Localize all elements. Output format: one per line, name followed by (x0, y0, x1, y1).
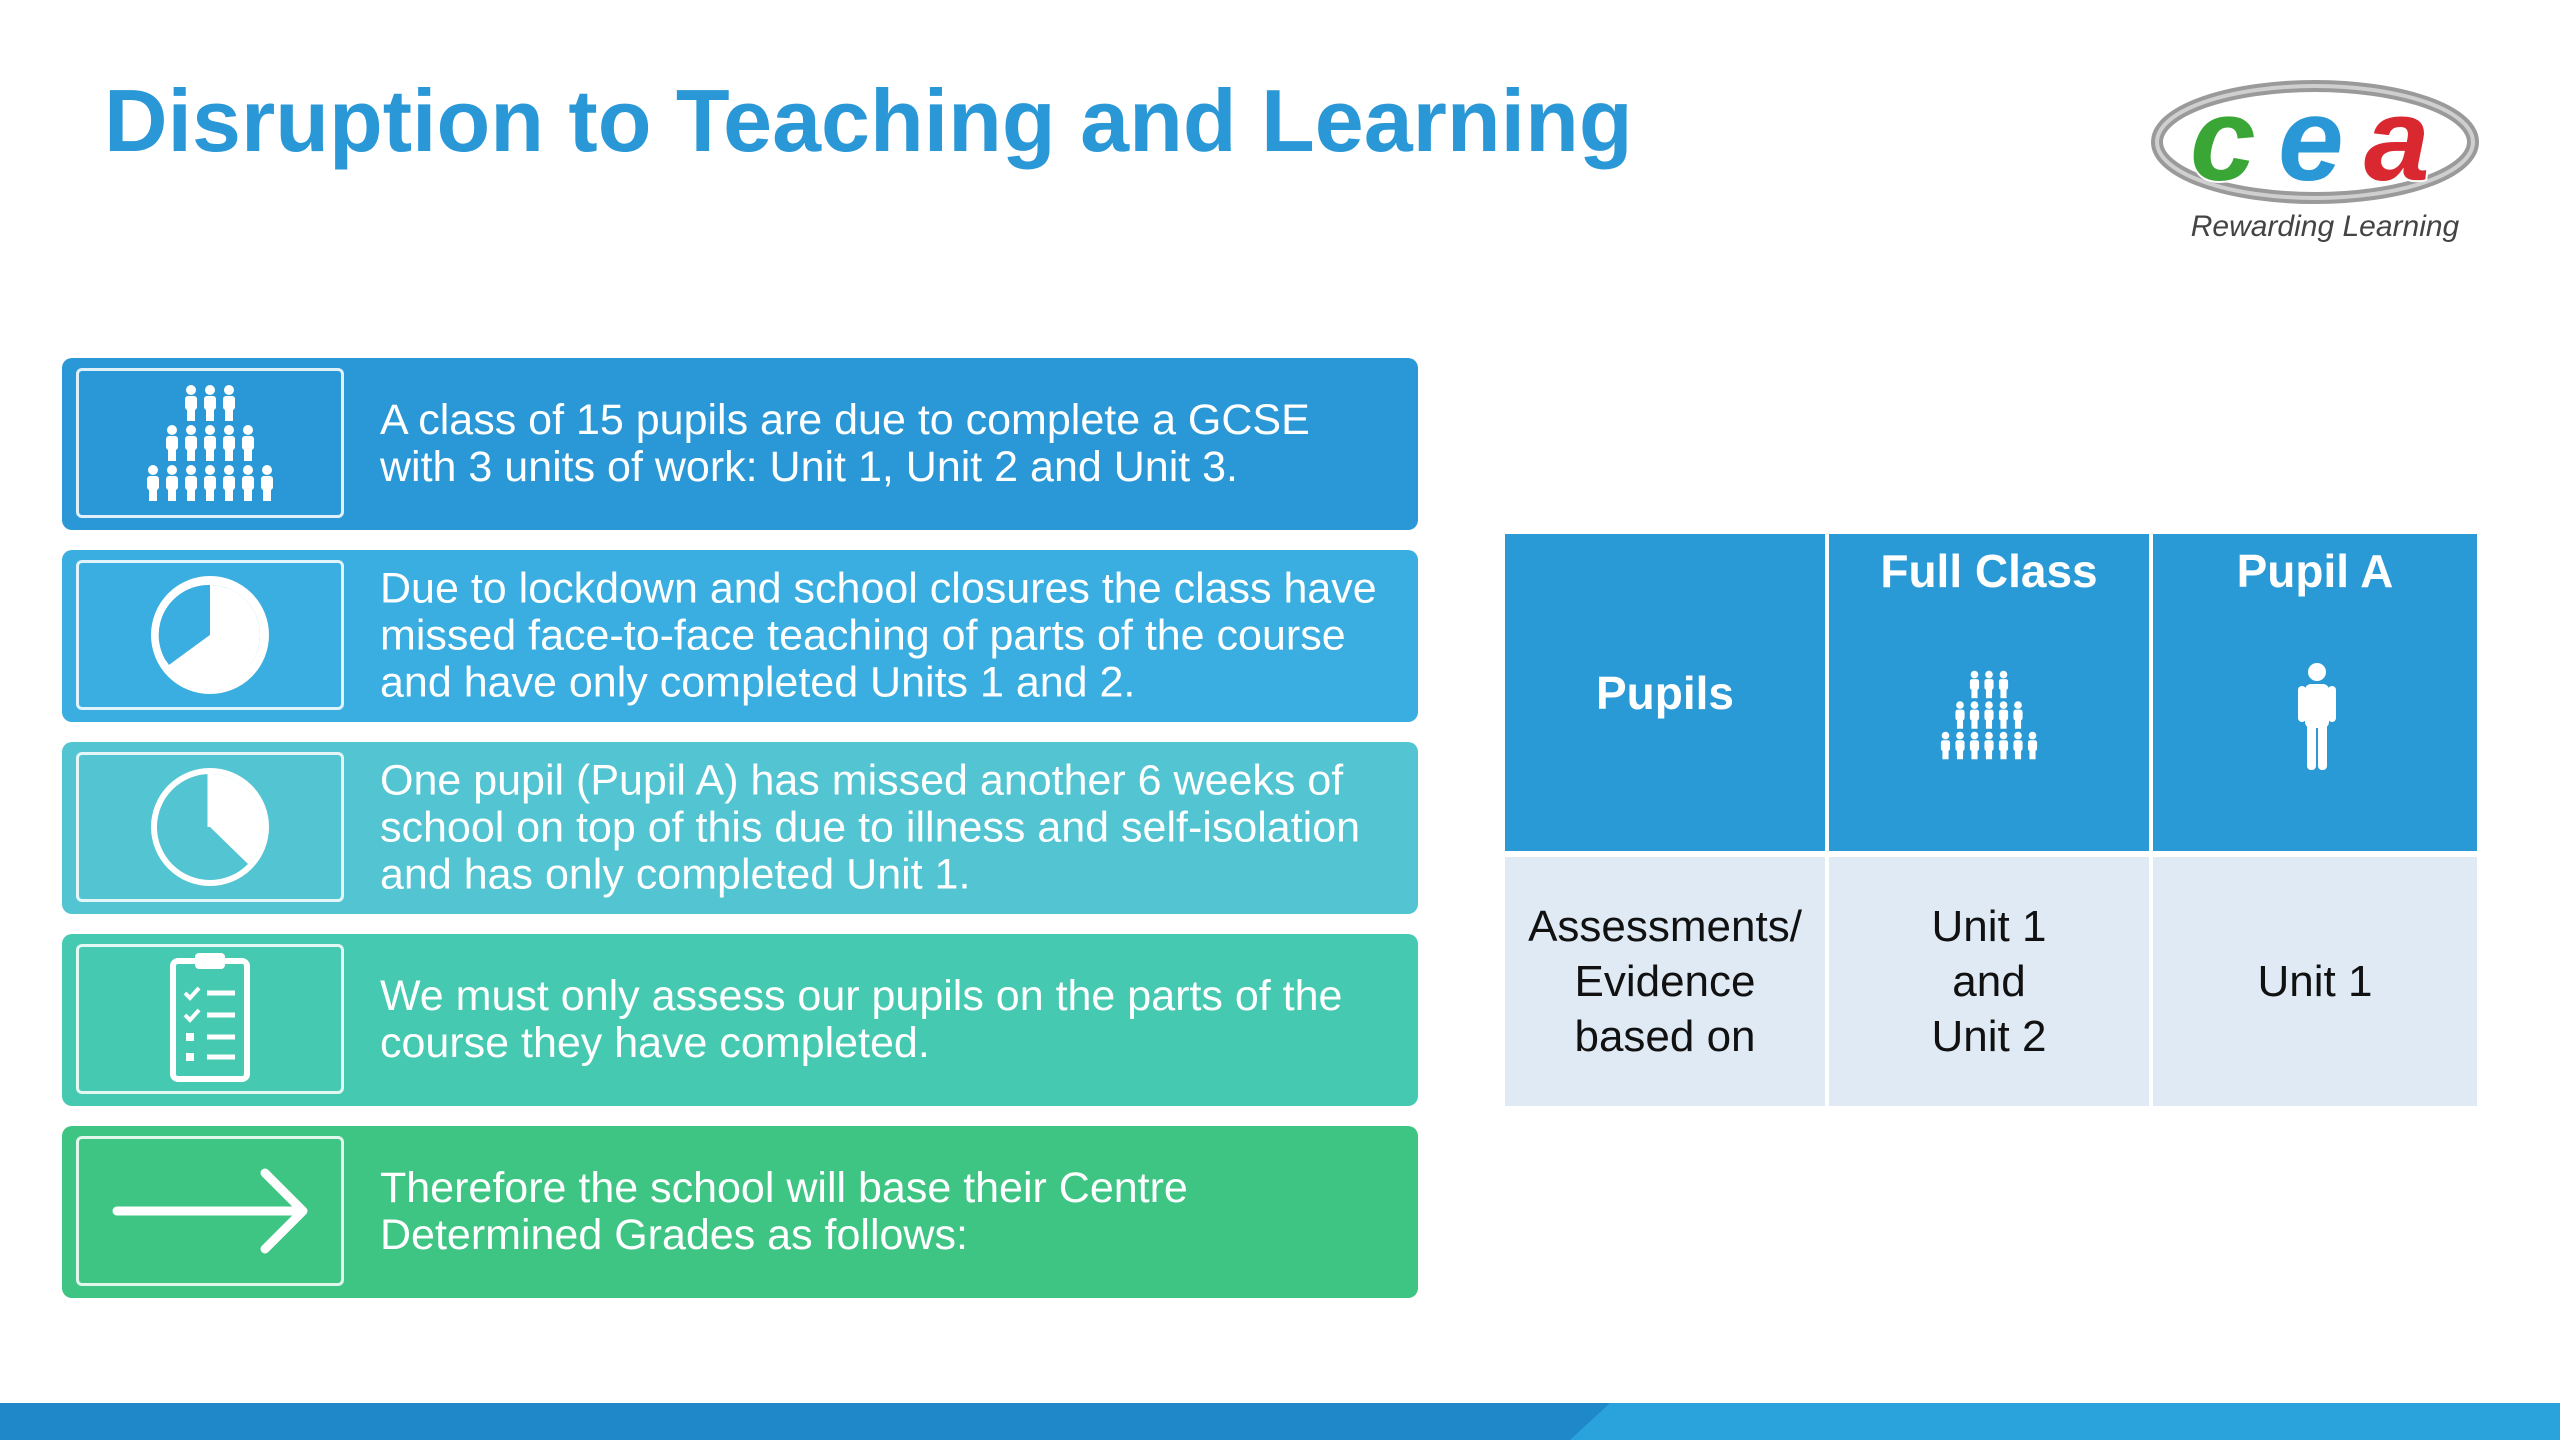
crowd-person-body (185, 396, 197, 410)
crowd-person-legs (206, 449, 214, 461)
crowd-person-body (204, 476, 216, 490)
crowd-person-body (223, 436, 235, 450)
crowd-person-legs (1942, 750, 1948, 759)
svg-text:c: c (2190, 80, 2256, 206)
crowd-person-legs (2000, 720, 2006, 729)
crowd-person-head (2014, 732, 2022, 740)
step-5 (62, 1126, 1418, 1298)
crowd-person-head (262, 465, 272, 475)
logo-tagline: Rewarding Learning (2190, 210, 2460, 243)
crowd-person-body (166, 476, 178, 490)
crowd-person-legs (2015, 750, 2021, 759)
crowd-icon (1889, 630, 2089, 800)
crowd-person-head (1971, 701, 1979, 709)
crowd-person-body (1999, 740, 2008, 751)
pupil-a-value: Unit 1 (2257, 957, 2373, 1006)
pie-chart-icon (79, 755, 341, 899)
step-2-text: Due to lockdown and school closures the class have missed face-to-face teaching of parts of the course and have only completed Units 1 and 2. (380, 564, 1377, 707)
crowd-person-head (243, 425, 253, 435)
crowd-person-legs (1986, 720, 1992, 729)
arrow-right-icon (79, 1139, 341, 1283)
crowd-person-body (1941, 740, 1950, 751)
step-5-icon-box (76, 1136, 344, 1286)
step-1-text: A class of 15 pupils are due to complete a GCSE with 3 units of work: Unit 1, Unit 2 and Unit 3. (380, 396, 1310, 491)
step-1-icon-box (76, 368, 344, 518)
crowd-person-head (2000, 671, 2008, 679)
crowd-person-legs (244, 449, 252, 461)
step-3 (62, 742, 1418, 914)
crowd-person-head (148, 465, 158, 475)
crowd-person-head (186, 385, 196, 395)
crowd-person-head (224, 465, 234, 475)
crowd-person-legs (1986, 750, 1992, 759)
crowd-person-head (224, 425, 234, 435)
crowd-person-legs (2029, 750, 2035, 759)
crowd-person-legs (2000, 689, 2006, 698)
crowd-person-legs (187, 489, 195, 501)
step-3-icon-box (76, 752, 344, 902)
crowd-person-body (1984, 740, 1993, 751)
step-4-text: We must only assess our pupils on the parts of the course they have completed. (380, 972, 1343, 1067)
crowd-person-head (2000, 732, 2008, 740)
crowd-person-head (1985, 732, 1993, 740)
row-full-class-value (1829, 857, 2149, 1106)
crowd-person-body (166, 436, 178, 450)
person-icon (2290, 662, 2344, 772)
crowd-person-head (224, 385, 234, 395)
crowd-person-legs (1986, 689, 1992, 698)
crowd-person-legs (187, 449, 195, 461)
footer-bar (0, 1403, 2560, 1440)
crowd-person-body (242, 476, 254, 490)
pie-chart-icon (79, 563, 341, 707)
crowd-person-head (205, 385, 215, 395)
crowd-person-head (167, 465, 177, 475)
crowd-person-body (1955, 740, 1964, 751)
step-2-icon-box (76, 560, 344, 710)
crowd-person-legs (1957, 720, 1963, 729)
crowd-person-legs (244, 489, 252, 501)
crowd-person-legs (263, 489, 271, 501)
crowd-person-body (185, 476, 197, 490)
crowd-person-head (167, 425, 177, 435)
footer-graphic (0, 1403, 2560, 1440)
crowd-person-body (1984, 710, 1993, 721)
crowd-person-body (1970, 710, 1979, 721)
crowd-person-head (2014, 701, 2022, 709)
crowd-person-legs (1971, 689, 1977, 698)
crowd-person-legs (149, 489, 157, 501)
crowd-person-head (1985, 671, 1993, 679)
crowd-person-body (223, 476, 235, 490)
header-pupils-label: Pupils (1595, 666, 1735, 719)
row-evidence-line-1: Assessments/ (1528, 902, 1802, 951)
crowd-person-head (1956, 732, 1964, 740)
crowd-person-legs (168, 489, 176, 501)
crowd-icon (79, 371, 341, 515)
crowd-person-legs (187, 409, 195, 421)
header-pupil-a-label: Pupil A (2236, 545, 2394, 597)
crowd-person-head (205, 425, 215, 435)
crowd-person-body (1999, 710, 2008, 721)
crowd-person-legs (1971, 720, 1977, 729)
svg-text:a: a (2364, 80, 2430, 206)
crowd-person-head (1985, 701, 1993, 709)
header-full-class-label: Full Class (1880, 545, 2098, 597)
crowd-person-body (261, 476, 273, 490)
crowd-person-head (205, 465, 215, 475)
crowd-person-body (185, 436, 197, 450)
page-title: Disruption to Teaching and Learning (104, 71, 1633, 170)
row-pupil-a-value (2153, 857, 2477, 1106)
crowd-person-body (147, 476, 159, 490)
crowd-person-body (1999, 679, 2008, 690)
crowd-person-body (223, 396, 235, 410)
full-class-line-3: Unit 2 (1931, 1012, 2047, 1061)
cea-logo-mark (2150, 80, 2480, 210)
crowd-person-head (243, 465, 253, 475)
cea-logo (2150, 80, 2480, 260)
crowd-person-head (1942, 732, 1950, 740)
crowd-person-body (1955, 710, 1964, 721)
row-evidence-label (1505, 857, 1825, 1106)
crowd-person-legs (168, 449, 176, 461)
crowd-person-legs (1971, 750, 1977, 759)
crowd-person-legs (1957, 750, 1963, 759)
step-4 (62, 934, 1418, 1106)
crowd-person-legs (225, 489, 233, 501)
crowd-person-legs (2000, 750, 2006, 759)
crowd-person-head (186, 465, 196, 475)
header-full-class (1829, 534, 2149, 851)
crowd-person-head (1956, 701, 1964, 709)
crowd-person-body (1970, 740, 1979, 751)
crowd-person-legs (206, 409, 214, 421)
crowd-person-body (2013, 710, 2022, 721)
step-4-icon-box (76, 944, 344, 1094)
crowd-person-body (2013, 740, 2022, 751)
full-class-line-1: Unit 1 (1931, 902, 2047, 951)
crowd-person-legs (2015, 720, 2021, 729)
clipboard-icon (79, 947, 341, 1091)
svg-text:e: e (2278, 80, 2344, 206)
row-evidence-line-3: based on (1574, 1012, 1756, 1061)
crowd-person-body (1970, 679, 1979, 690)
step-2 (62, 550, 1418, 722)
crowd-person-head (2029, 732, 2037, 740)
full-class-line-2: and (1952, 957, 2026, 1006)
header-pupils (1505, 534, 1825, 851)
crowd-person-body (242, 436, 254, 450)
crowd-person-head (1971, 732, 1979, 740)
crowd-person-body (1984, 679, 1993, 690)
grades-table (1505, 534, 2477, 1106)
crowd-person-body (204, 436, 216, 450)
crowd-person-legs (225, 449, 233, 461)
step-1 (62, 358, 1418, 530)
step-5-text: Therefore the school will base their Centre Determined Grades as follows: (380, 1164, 1188, 1259)
crowd-person-head (1971, 671, 1979, 679)
step-3-text: One pupil (Pupil A) has missed another 6 weeks of school on top of this due to illness and self-isolation and has only completed Unit 1. (380, 756, 1361, 899)
crowd-person-legs (225, 409, 233, 421)
header-pupil-a (2153, 534, 2477, 851)
crowd-person-body (2028, 740, 2037, 751)
row-evidence-line-2: Evidence (1574, 957, 1756, 1006)
crowd-person-legs (206, 489, 214, 501)
crowd-person-head (2000, 701, 2008, 709)
crowd-person-body (204, 396, 216, 410)
crowd-person-head (186, 425, 196, 435)
